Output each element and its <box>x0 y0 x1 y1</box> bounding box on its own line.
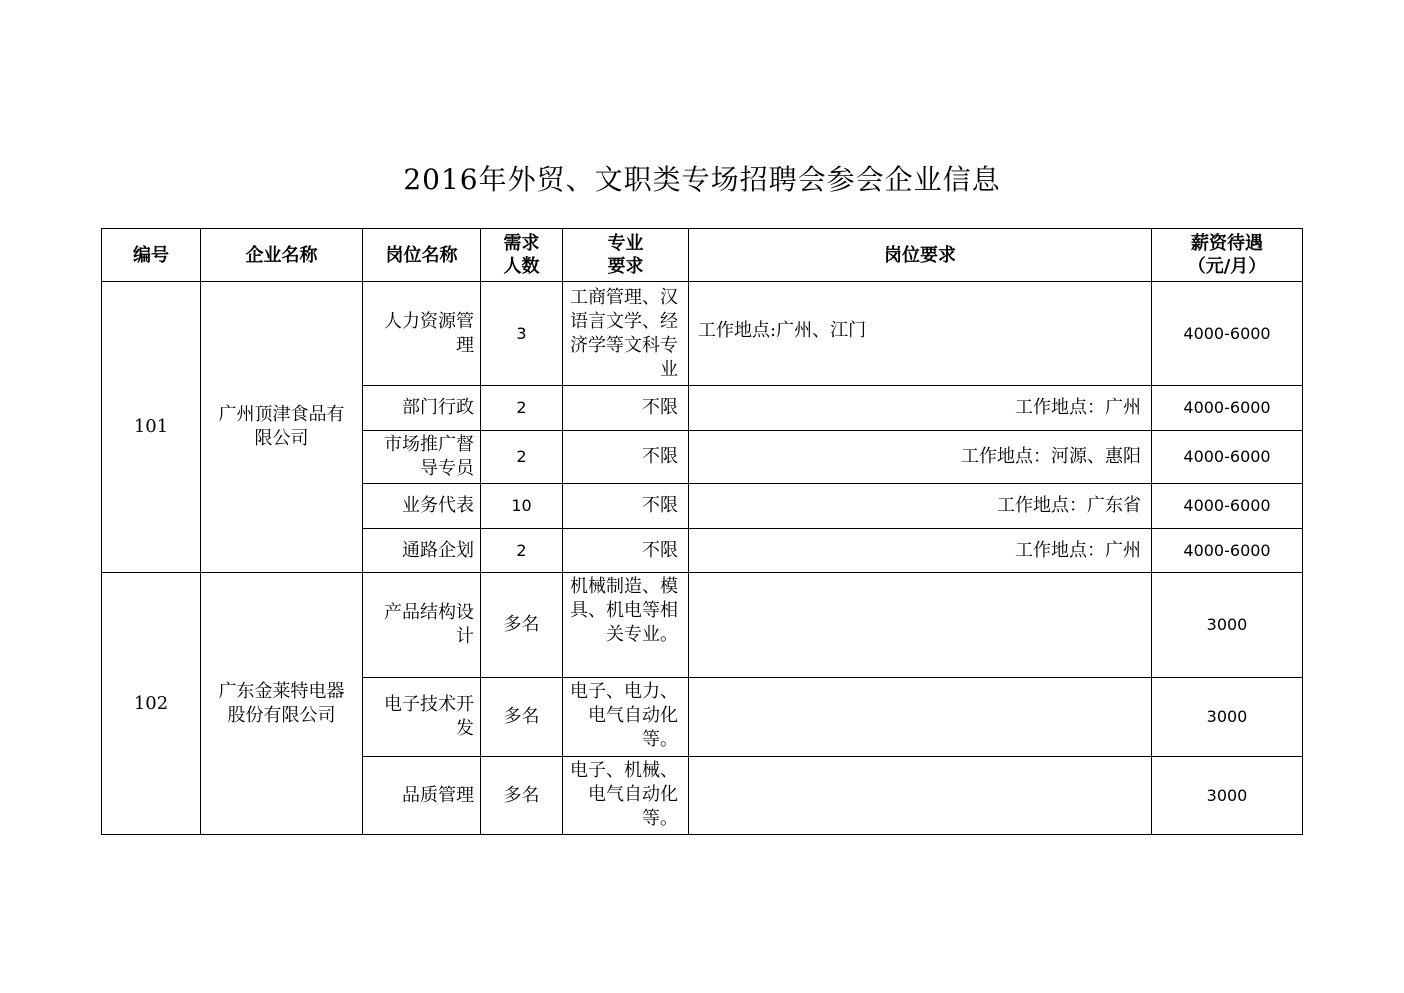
major-cell: 电子、电力、电气自动化等。 <box>563 678 689 757</box>
recruitment-table <box>101 228 1303 835</box>
position-cell: 业务代表 <box>363 484 481 529</box>
requirement-cell: 工作地点：广东省 <box>689 484 1152 529</box>
table-row <box>102 573 1303 678</box>
requirement-cell <box>689 573 1152 678</box>
count-cell: 多名 <box>481 573 563 678</box>
requirement-cell <box>689 757 1152 835</box>
requirement-cell: 工作地点:广州、江门 <box>689 282 1152 386</box>
salary-cell: 3000 <box>1152 757 1303 835</box>
major-cell: 电子、机械、电气自动化等。 <box>563 757 689 835</box>
requirement-cell: 工作地点：河源、惠阳 <box>689 431 1152 484</box>
position-cell: 产品结构设计 <box>363 573 481 678</box>
company-id-cell: 101 <box>102 282 201 573</box>
position-cell: 人力资源管理 <box>363 282 481 386</box>
header-salary: 薪资待遇 （元/月） <box>1152 229 1303 282</box>
count-cell: 3 <box>481 282 563 386</box>
company-name-cell: 广州顶津食品有限公司 <box>201 282 363 573</box>
requirement-cell: 工作地点：广州 <box>689 386 1152 431</box>
salary-cell: 4000-6000 <box>1152 282 1303 386</box>
salary-cell: 4000-6000 <box>1152 529 1303 573</box>
salary-cell: 4000-6000 <box>1152 386 1303 431</box>
count-cell: 2 <box>481 529 563 573</box>
position-cell: 通路企划 <box>363 529 481 573</box>
salary-cell: 4000-6000 <box>1152 431 1303 484</box>
company-id-cell: 102 <box>102 573 201 835</box>
header-requirement: 岗位要求 <box>689 229 1152 282</box>
major-cell: 机械制造、模具、机电等相关专业。 <box>563 573 689 678</box>
major-cell: 不限 <box>563 484 689 529</box>
salary-cell: 3000 <box>1152 678 1303 757</box>
table-row <box>102 282 1303 386</box>
position-cell: 市场推广督导专员 <box>363 431 481 484</box>
header-major: 专业 要求 <box>563 229 689 282</box>
count-cell: 多名 <box>481 757 563 835</box>
requirement-cell: 工作地点：广州 <box>689 529 1152 573</box>
position-cell: 部门行政 <box>363 386 481 431</box>
header-id: 编号 <box>102 229 201 282</box>
major-cell: 不限 <box>563 386 689 431</box>
major-cell: 不限 <box>563 431 689 484</box>
page-title: 2016年外贸、文职类专场招聘会参会企业信息 <box>403 163 1001 196</box>
count-cell: 2 <box>481 386 563 431</box>
count-cell: 多名 <box>481 678 563 757</box>
count-cell: 2 <box>481 431 563 484</box>
header-position: 岗位名称 <box>363 229 481 282</box>
company-name-cell: 广东金莱特电器股份有限公司 <box>201 573 363 835</box>
major-cell: 不限 <box>563 529 689 573</box>
header-count: 需求 人数 <box>481 229 563 282</box>
requirement-cell <box>689 678 1152 757</box>
salary-cell: 4000-6000 <box>1152 484 1303 529</box>
salary-cell: 3000 <box>1152 573 1303 678</box>
major-cell: 工商管理、汉语言文学、经济学等文科专业 <box>563 282 689 386</box>
header-row <box>102 229 1303 282</box>
position-cell: 品质管理 <box>363 757 481 835</box>
header-company: 企业名称 <box>201 229 363 282</box>
count-cell: 10 <box>481 484 563 529</box>
position-cell: 电子技术开发 <box>363 678 481 757</box>
